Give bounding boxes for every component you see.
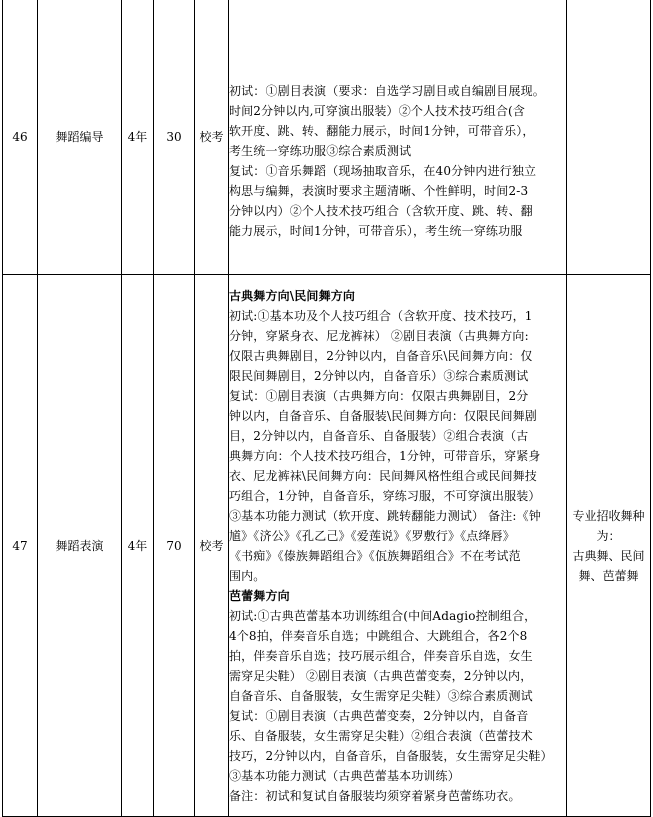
table-row <box>3 0 651 275</box>
requirement-line: 拍，伴奏音乐自选；技巧展示组合，伴奏音乐自选，女生 <box>229 648 533 663</box>
requirement-line: 初试：①剧目表演（要求：自选学习剧目或自编剧目展现。 <box>229 83 545 98</box>
remarks <box>567 0 651 275</box>
study-years: 4年 <box>122 0 154 275</box>
requirement-line: 时间2分钟以内,可穿演出服装）②个人技术技巧组合(含 <box>229 103 526 118</box>
requirement-line: 限民间舞剧目，2分钟以内，自备音乐）③综合素质测试 <box>229 368 529 383</box>
requirement-line: 乐、自备服装，女生需穿足尖鞋）②组合表演（芭蕾技术 <box>229 728 533 743</box>
exam-type: 校考 <box>195 0 229 275</box>
remark-line: 为： <box>596 528 621 543</box>
requirement-line: 备注：初试和复试自备服装均须穿着紧身芭蕾练功衣。 <box>229 788 521 803</box>
remarks <box>567 275 651 817</box>
remark-line: 古典舞、民间 <box>572 548 645 563</box>
requirement-line: 分钟，穿紧身衣、尼龙裤袜） ②剧目表演（古典舞方向: <box>229 328 529 343</box>
requirement-line: 巧组合，1分钟，自备音乐，穿练习服，不可穿演出服装） <box>229 488 541 503</box>
major-name: 舞蹈表演 <box>38 275 122 817</box>
requirement-line: 能力展示，时间1分钟，可带音乐），考生统一穿练功服 <box>229 223 523 238</box>
requirement-line: 复试：①音乐舞蹈（现场抽取音乐，在40分钟内进行独立 <box>229 163 537 178</box>
requirement-line: 衣、尼龙裤袜\民间舞方向：民间舞风格性组合或民间舞技 <box>229 468 537 483</box>
requirement-line: 考生统一穿练功服③综合素质测试 <box>229 143 412 158</box>
requirement-line: 初试:①古典芭蕾基本功训练组合(中间Adagio控制组合， <box>229 608 537 623</box>
requirement-line: 复试：①剧目表演（古典芭蕾变奏，2分钟以内，自备音 <box>229 708 529 723</box>
requirement-line: 构思与编舞，表演时要求主题清晰、个性鲜明，时间2-3 <box>229 183 529 198</box>
requirement-line: 软开度、跳、转、翻能力展示，时间1分钟，可带音乐）， <box>229 123 535 138</box>
requirement-line: 典舞方向：个人技术技巧组合，1分钟，可带音乐，穿紧身 <box>229 448 541 463</box>
admission-table <box>2 0 651 817</box>
study-years: 4年 <box>122 275 154 817</box>
enrollment-quota: 70 <box>154 275 195 817</box>
requirement-line: 初试:①基本功及个人技巧组合（含软开度、技术技巧，1 <box>229 308 533 323</box>
section-heading: 芭蕾舞方向 <box>229 588 290 603</box>
requirement-line: 馗》《济公》《孔乙己》《爱莲说》《罗敷行》《点绛唇》 <box>229 528 515 543</box>
requirement-line: 4个8拍，伴奏音乐自选；中跳组合、大跳组合，各2个8 <box>229 628 528 643</box>
requirement-line: 仅限古典舞剧目，2分钟以内，自备音乐\民间舞方向：仅 <box>229 348 533 363</box>
exam-requirements <box>229 275 567 817</box>
requirement-line: 需穿足尖鞋） ②剧目表演（古典芭蕾变奏，2分钟以内， <box>229 668 533 683</box>
exam-type: 校考 <box>195 275 229 817</box>
row-number: 46 <box>3 0 38 275</box>
major-name: 舞蹈编导 <box>38 0 122 275</box>
requirement-line: 技巧，2分钟以内，自备音乐，自备服装，女生需穿足尖鞋） <box>229 748 553 763</box>
remark-line: 专业招收舞种 <box>572 508 645 523</box>
table-row <box>3 275 651 817</box>
requirement-line: ③基本功能力测试（古典芭蕾基本功训练） <box>229 768 460 783</box>
remark-line: 舞、芭蕾舞 <box>578 568 639 583</box>
requirement-line: ③基本功能力测试（软开度、跳转翻能力测试） 备注:《钟 <box>229 508 541 523</box>
requirement-line: 钟以内，自备音乐、自备服装\民间舞方向：仅限民间舞剧 <box>229 408 537 423</box>
requirement-line: 围内。 <box>229 568 266 583</box>
requirement-line: 分钟以内）②个人技术技巧组合（含软开度、跳、转、翻 <box>229 203 533 218</box>
section-heading: 古典舞方向\民间舞方向 <box>229 288 356 303</box>
enrollment-quota: 30 <box>154 0 195 275</box>
requirement-line: 自备音乐、自备服装，女生需穿足尖鞋）③综合素质测试 <box>229 688 533 703</box>
requirement-line: 《书痴》《傣族舞蹈组合》《佤族舞蹈组合》不在考试范 <box>229 548 521 563</box>
exam-requirements <box>229 0 567 275</box>
requirement-line: 复试：①剧目表演（古典舞方向：仅限古典舞剧目，2分 <box>229 388 529 403</box>
requirement-line: 目，2分钟以内，自备音乐、自备服装）②组合表演（古 <box>229 428 529 443</box>
row-number: 47 <box>3 275 38 817</box>
